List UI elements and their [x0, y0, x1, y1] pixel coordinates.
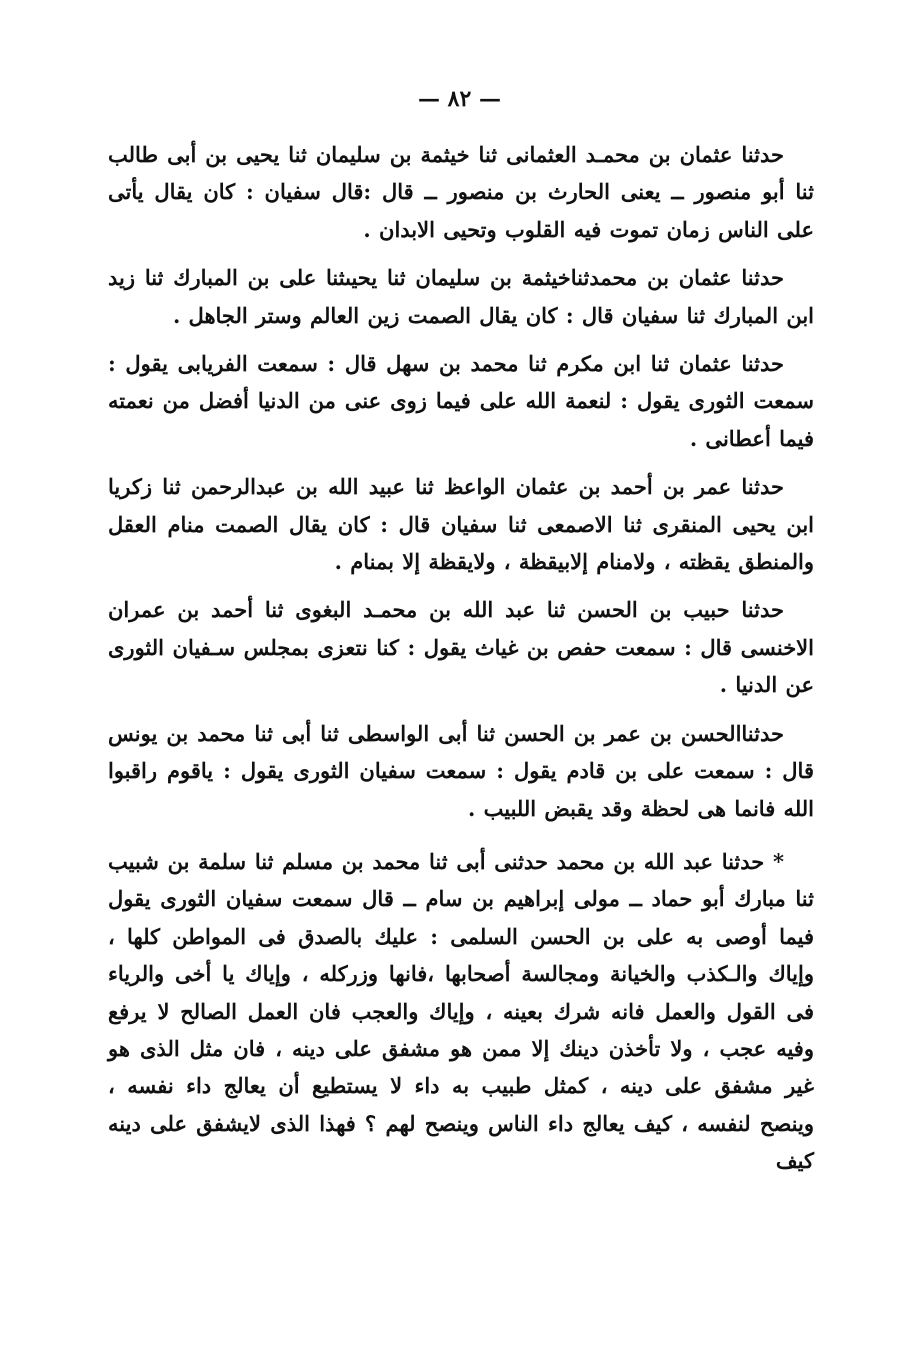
page-text-body [108, 136, 814, 1191]
text-paragraph: حدثناالحسن بن عمر بن الحسن ثنا أبى الواسطى ثنا أبى ثنا محمد بن يونس قال : سمعت على بن قادم يقول : سمعت سفيان الثورى يقول : ياقوم راقبوا الله فانما هى لحظة وقد يقبض اللبيب . [108, 720, 814, 821]
text-paragraph: * حدثنا عبد الله بن محمد حدثنى أبى ثنا محمد بن مسلم ثنا سلمة بن شبيب ثنا مبارك أبو حماد ــ مولى إبراهيم بن سام ــ قال سمعت سفيان الثورى يقول فيما أوصى به على بن الحسن السلمى : عليك بالصدق فى المواطن كلها ، وإياك والـكذب والخيانة ومجالسة أصحابها ،فانها وزركله ، وإياك يا أخى والرياء فى القول والعمل فانه شرك بعينه ، وإياك والعجب فان العمل الصالح لا يرفع وفيه عجب ، ولا تأخذن دينك إلا ممن هو مشفق على دينه ، فان مثل الذى هو غير مشفق على دينه ، كمثل طبيب به داء لا يستطيع أن يعالج داء نفسه ، وينصح لنفسه ، كيف يعالج داء الناس وينصح لهم ؟ فهذا الذى لايشفق على دينه كيف [108, 848, 814, 1174]
text-paragraph: حدثنا عثمان ثنا ابن مكرم ثنا محمد بن سهل قال : سمعت الفريابى يقول : سمعت الثورى يقول : لنعمة الله على فيما زوى عنى من الدنيا أفضل من نعمته فيما أعطانى . [108, 351, 814, 451]
page-number: — ٨٢ — [418, 86, 501, 112]
text-paragraph: حدثنا عمر بن أحمد بن عثمان الواعظ ثنا عبيد الله بن عبدالرحمن ثنا زكريا ابن يحيى المنقرى ثنا الاصمعى ثنا سفيان قال : كان يقال الصمت منام العقل والمنطق يقظته ، ولامنام إلابيقظة ، ولايقظة إلا بمنام . [108, 474, 814, 575]
text-paragraph: حدثنا عثمان بن محمـد العثمانى ثنا خيثمة بن سليمان ثنا يحيى بن أبى طالب ثنا أبو منصور ــ يعنى الحارث بن منصور ــ قال :قال سفيان : كان يقال يأتى على الناس زمان تموت فيه القلوب وتحيى الابدان . [108, 142, 814, 242]
text-paragraph: حدثنا حبيب بن الحسن ثنا عبد الله بن محمـد البغوى ثنا أحمد بن عمران الاخنسى قال : سمعت حفص بن غياث يقول : كنا نتعزى بمجلس سـفيان الثورى عن الدنيا . [108, 597, 814, 698]
text-paragraph: حدثنا عثمان بن محمدثناخيثمة بن سليمان ثنا يحيىثنا على بن المبارك ثنا زيد ابن المبارك ثنا سفيان قال : كان يقال الصمت زين العالم وستر الجاهل . [108, 265, 814, 328]
